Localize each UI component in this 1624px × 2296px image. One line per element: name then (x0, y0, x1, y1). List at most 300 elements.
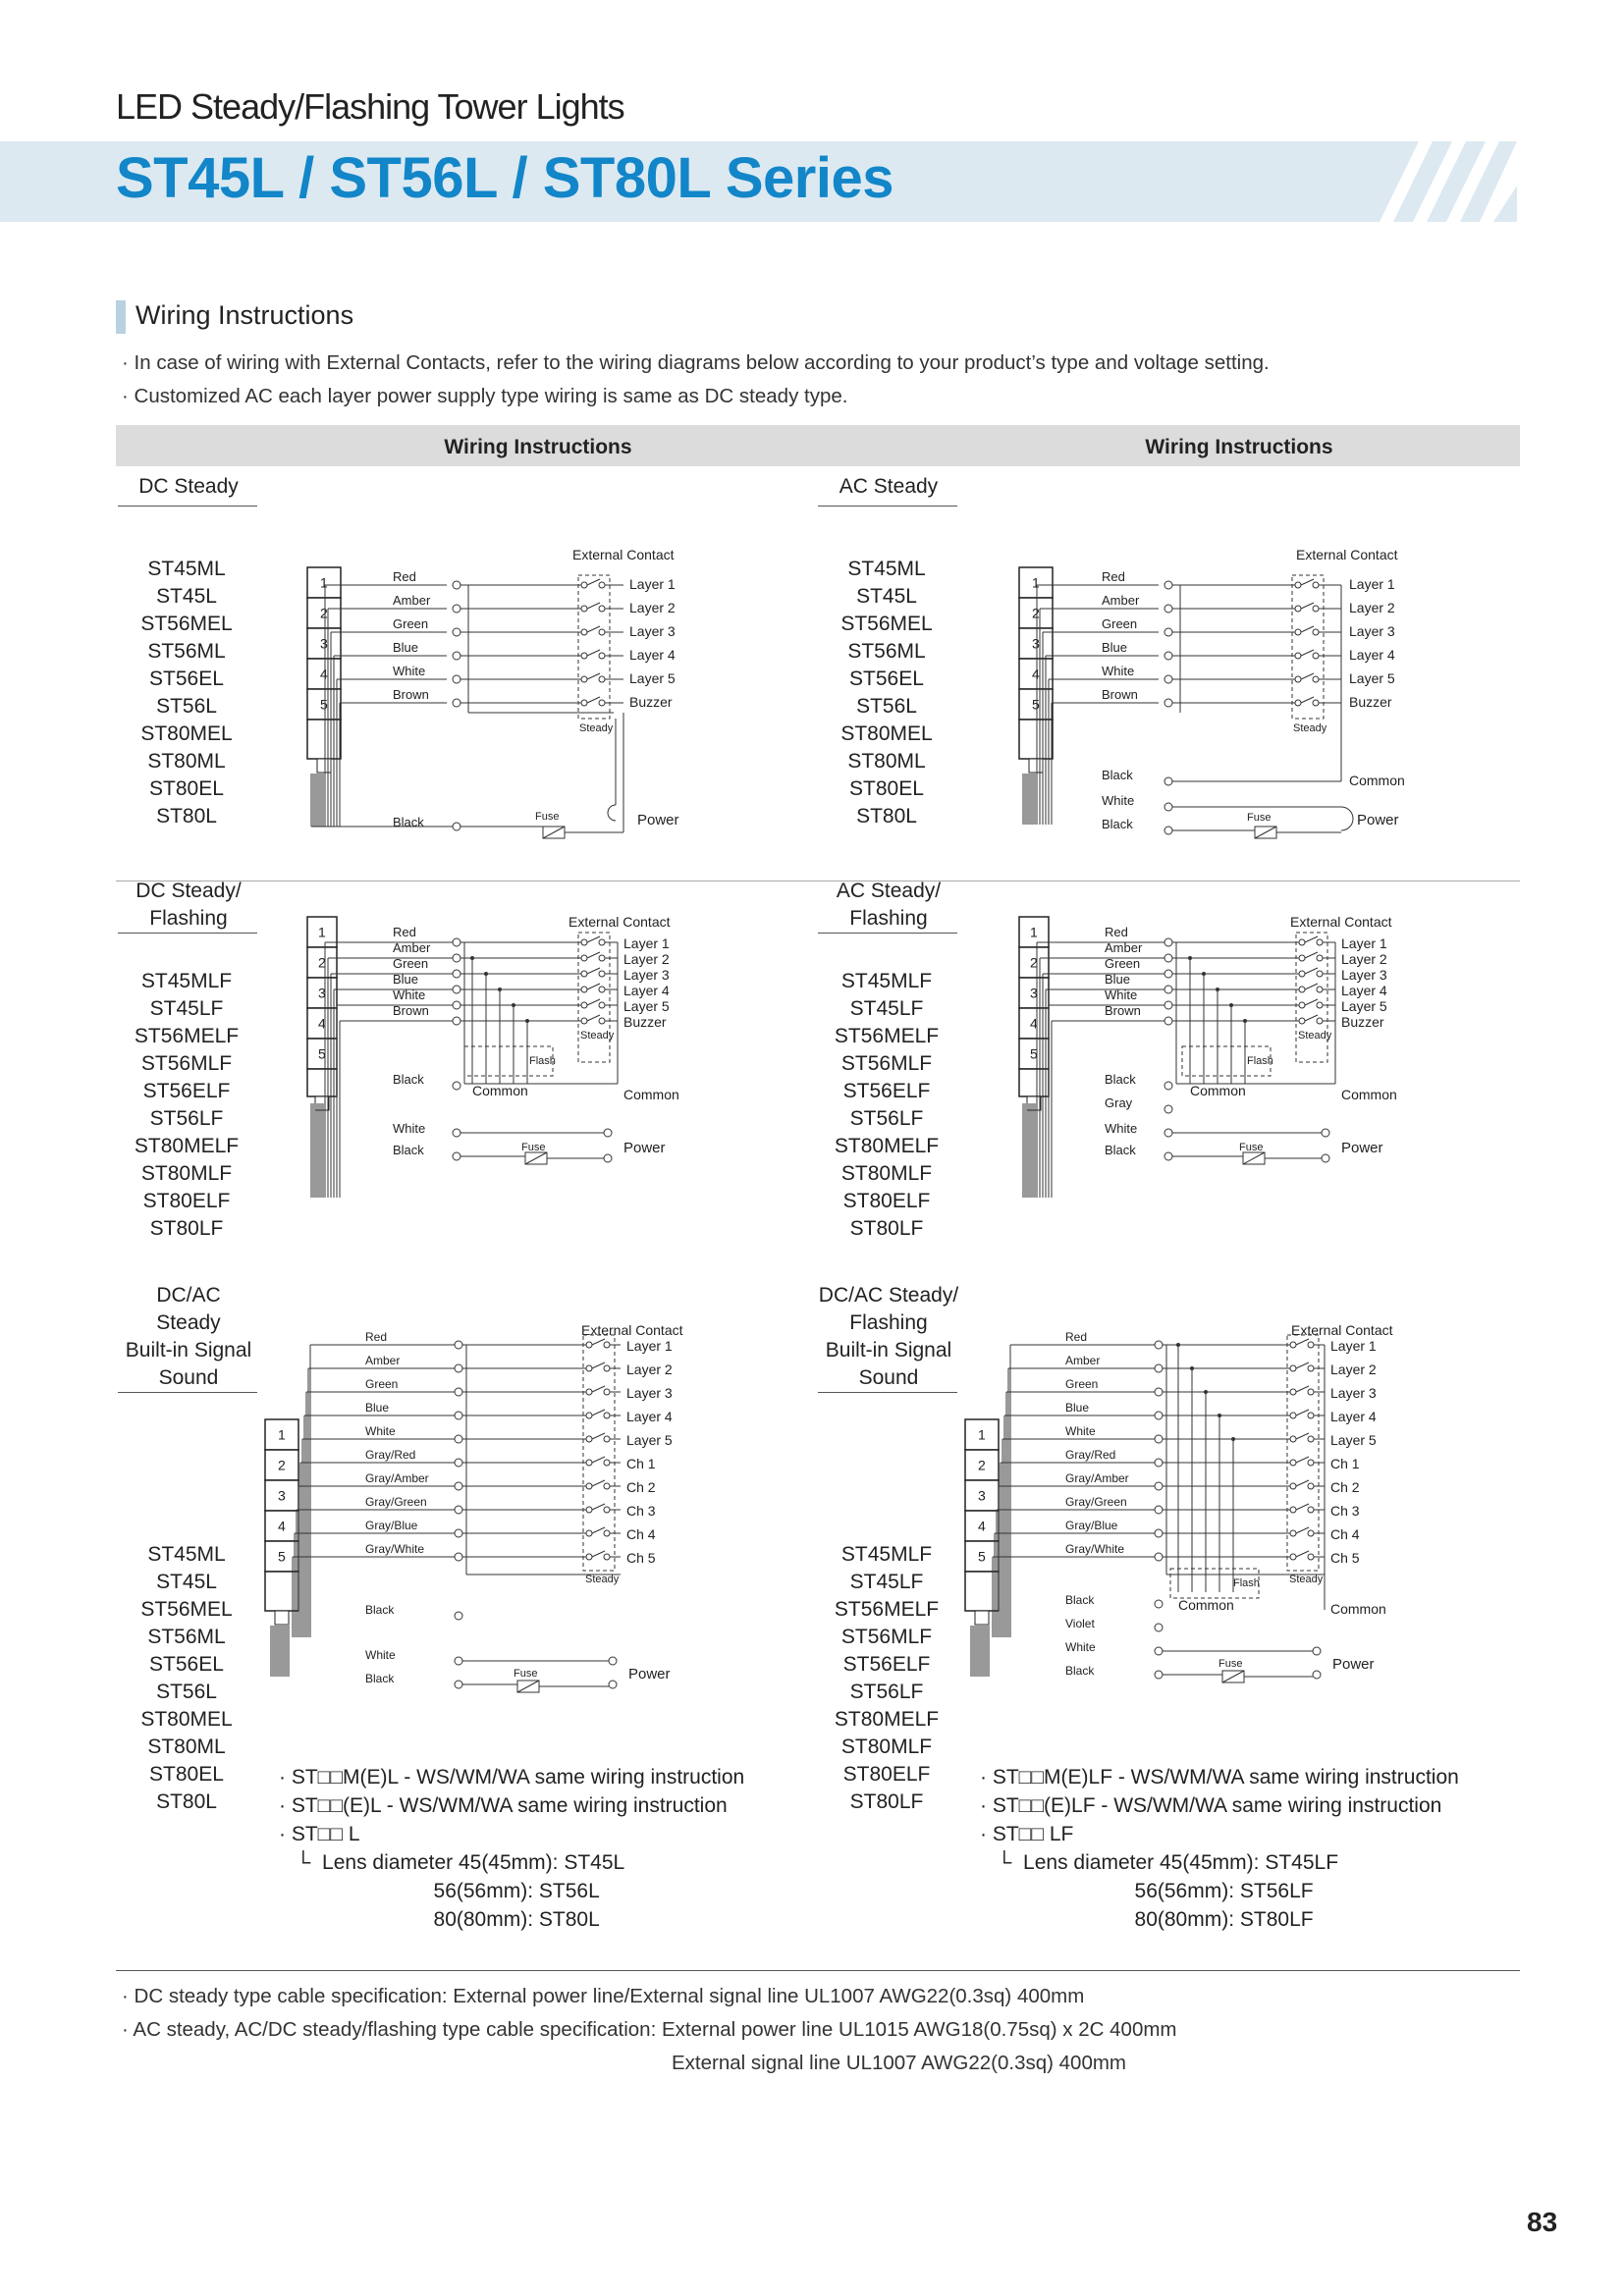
wiring-diagram-ac-steady (1011, 540, 1434, 854)
wire (1305, 952, 1318, 958)
steady-box (1296, 933, 1327, 1062)
terminal-label: Ch 1 (626, 1456, 656, 1471)
contact-node (599, 629, 605, 635)
wire-color-label: Black (1105, 1143, 1136, 1157)
row-label-ac-flash: AC Steady/ Flashing (836, 880, 942, 930)
terminal (1155, 1671, 1163, 1679)
tower-base (307, 720, 341, 759)
wire-color-label: Gray/Red (365, 1448, 416, 1462)
wire-color-label: Brown (393, 687, 429, 702)
contact-node (1299, 1018, 1305, 1024)
wire-color-label: Red (393, 925, 416, 939)
model-list: ST45MLF ST45LF ST56MELF ST56MLF ST56ELF ST56LF ST80MELF ST80MLF ST80ELF ST80LF (834, 1543, 940, 1813)
wire (1305, 1015, 1318, 1021)
footer-note-3: External signal line UL1007 AWG22(0.3sq) 400mm (672, 2052, 1127, 2074)
terminal (1164, 986, 1172, 993)
layer-number: 2 (318, 954, 326, 971)
label-underline (818, 1392, 957, 1393)
steady-label: Steady (1298, 1030, 1332, 1041)
terminal (1313, 1671, 1321, 1679)
terminal-label: Layer 4 (1330, 1409, 1377, 1424)
wire-color-label: Red (1102, 569, 1125, 584)
wire-color-label: Amber (393, 940, 431, 955)
contact-node (586, 1554, 592, 1560)
wire (1305, 984, 1318, 989)
junction-dot (525, 1019, 529, 1023)
layer-number: 2 (1032, 605, 1040, 621)
wire-color-label: Red (1105, 925, 1128, 939)
layer-number: 1 (320, 574, 328, 591)
terminal-label: Layer 5 (626, 1432, 673, 1448)
wire (1296, 1480, 1309, 1486)
contact-node (1290, 1413, 1296, 1418)
terminal-label: Layer 4 (623, 983, 670, 998)
power-terminal (608, 805, 616, 821)
wire (1301, 626, 1314, 632)
junction-dot (1204, 1390, 1208, 1394)
terminal (453, 1001, 460, 1009)
wire-color-label: Gray/Blue (365, 1519, 418, 1532)
contact-node (1295, 629, 1301, 635)
wire-color-label: Black (1065, 1593, 1095, 1607)
row-label-dcac-signal: DC/AC Steady Built-in Signal Sound (125, 1284, 252, 1389)
model-list: ST45ML ST45L ST56MEL ST56ML ST56EL ST56L ST80MEL ST80ML ST80EL ST80L (140, 558, 233, 828)
external-contact-label: External Contact (1296, 547, 1398, 562)
terminal (1155, 1600, 1163, 1608)
layer-number: 4 (1032, 666, 1040, 682)
cable-gland (275, 1611, 289, 1625)
contact-node (1317, 955, 1323, 961)
terminal (453, 652, 460, 660)
wire (587, 952, 600, 958)
wire-color-label: Violet (1065, 1617, 1095, 1630)
tower-base (1019, 1069, 1049, 1096)
terminal (1164, 954, 1172, 962)
common-label: Common (1349, 773, 1405, 788)
fuse-label: Fuse (1239, 1142, 1264, 1153)
fuse-label: Fuse (1218, 1658, 1243, 1670)
wire (587, 626, 600, 632)
terminal (455, 1412, 462, 1419)
contact-node (604, 1507, 610, 1513)
terminal-label: Layer 3 (1341, 967, 1387, 983)
contact-node (599, 955, 605, 961)
contact-node (1290, 1507, 1296, 1513)
terminal-label: Layer 2 (629, 600, 676, 615)
terminal (453, 1017, 460, 1025)
terminal (455, 1506, 462, 1514)
contact-node (581, 653, 587, 659)
contact-node (604, 1389, 610, 1395)
footer-note-1: · DC steady type cable specification: External power line/External signal line UL1007 AWG22(0.3sq) 400mm (122, 1985, 1085, 2007)
layer-number: 1 (278, 1426, 286, 1443)
terminal (1164, 803, 1172, 811)
model-code-explanation-left: · ST□□M(E)L - WS/WM/WA same wiring instruction · ST□□(E)L - WS/WM/WA same wiring instruction · ST□□ L └ Lens diameter 45(45mm): ST45L 56(56mm): ST56L 80(80mm): ST80L (279, 1766, 745, 1931)
wire-color-label: Gray/Green (1065, 1495, 1127, 1509)
wire-color-label: Green (1065, 1377, 1099, 1391)
label-underline (818, 933, 957, 934)
external-contact-label: External Contact (581, 1322, 683, 1338)
row-label-dc-steady: DC Steady (138, 475, 239, 498)
terminal (453, 675, 460, 683)
terminal-label: Layer 4 (629, 647, 676, 663)
wire-color-label: Blue (1065, 1401, 1090, 1415)
layer-number: 4 (1030, 1015, 1038, 1032)
wire (592, 1362, 605, 1368)
external-contact-label: External Contact (1290, 914, 1392, 930)
layer-number: 4 (320, 666, 328, 682)
tower-base (265, 1572, 298, 1611)
junction-dot (1216, 988, 1219, 991)
contact-node (1308, 1413, 1314, 1418)
wire-color-label: Amber (393, 593, 431, 608)
contact-node (1313, 629, 1319, 635)
wire (587, 999, 600, 1005)
wire (592, 1527, 605, 1533)
contact-node (1308, 1530, 1314, 1536)
terminal (453, 605, 460, 613)
terminal-label: Layer 4 (626, 1409, 673, 1424)
terminal (1155, 1482, 1163, 1490)
wire-color-label: White (1105, 1121, 1138, 1136)
contact-node (604, 1436, 610, 1442)
terminal (1155, 1388, 1163, 1396)
contact-node (1317, 971, 1323, 977)
contact-node (599, 582, 605, 588)
layer-number: 4 (278, 1518, 286, 1534)
terminal-label: Layer 2 (1349, 600, 1395, 615)
terminal (453, 1129, 460, 1137)
terminal-label: Layer 4 (1341, 983, 1387, 998)
layer-number: 3 (1030, 985, 1038, 1001)
terminal-label: Layer 1 (1330, 1338, 1377, 1354)
page-title: ST45L / ST56L / ST80L Series (116, 146, 893, 210)
contact-node (1317, 1018, 1323, 1024)
layer-number: 1 (318, 924, 326, 940)
wire-color-label: White (1102, 793, 1135, 808)
power-terminal (1341, 807, 1353, 830)
wire-color-label: Gray/Amber (365, 1471, 429, 1485)
steady-label: Steady (579, 722, 614, 734)
terminal (455, 1364, 462, 1372)
contact-node (581, 1018, 587, 1024)
contact-node (581, 987, 587, 992)
terminal (1164, 699, 1172, 707)
wire-color-label: Gray/Red (1065, 1448, 1116, 1462)
terminal-label: Ch 5 (626, 1550, 656, 1566)
wiring-diagram-dc-flashing (299, 901, 722, 1235)
wire (1296, 1457, 1309, 1463)
contact-node (581, 700, 587, 706)
label-underline (118, 933, 257, 934)
terminal (1155, 1647, 1163, 1655)
terminal (1164, 777, 1172, 785)
wire-color-label: Black (1105, 1072, 1136, 1087)
terminal (1155, 1506, 1163, 1514)
wire (1301, 697, 1314, 703)
wire-color-label: Black (1102, 817, 1133, 831)
terminal (1164, 605, 1172, 613)
terminal (455, 1657, 462, 1665)
contact-node (1290, 1389, 1296, 1395)
wire-color-label: Green (393, 616, 429, 631)
layer-number: 3 (978, 1487, 986, 1504)
terminal (455, 1482, 462, 1490)
wire (1296, 1433, 1309, 1439)
wire-color-label: Red (1065, 1330, 1088, 1344)
junction-dot (470, 956, 474, 960)
contact-node (1295, 653, 1301, 659)
contact-node (599, 1002, 605, 1008)
terminal (455, 1681, 462, 1688)
wire (1296, 1339, 1309, 1345)
contact-node (1313, 653, 1319, 659)
terminal (1155, 1364, 1163, 1372)
wire-color-label: Black (1102, 768, 1133, 782)
contact-node (1308, 1507, 1314, 1513)
wire-color-label: Black (365, 1603, 395, 1617)
terminal (455, 1529, 462, 1537)
terminal-label: Layer 1 (1341, 935, 1387, 951)
wire-color-label: Blue (365, 1401, 390, 1415)
terminal-label: Ch 4 (626, 1526, 656, 1542)
terminal-label: Layer 3 (1349, 623, 1395, 639)
wire (1296, 1386, 1309, 1392)
wire (587, 697, 600, 703)
terminal-label: Layer 3 (623, 967, 670, 983)
contact-node (581, 629, 587, 635)
steady-box (1292, 575, 1324, 719)
terminal (453, 970, 460, 978)
section-title: Wiring Instructions (135, 300, 354, 330)
contact-node (586, 1460, 592, 1466)
junction-dot (1243, 1019, 1247, 1023)
terminal (453, 581, 460, 589)
external-contact-label: External Contact (568, 914, 671, 930)
terminal-label: Ch 2 (626, 1479, 656, 1495)
wire (587, 673, 600, 679)
terminal-label: Layer 3 (1330, 1385, 1377, 1401)
terminal (453, 938, 460, 946)
terminal-label: Buzzer (623, 1014, 667, 1030)
wire-color-label: Blue (1102, 640, 1128, 655)
layer-number: 3 (318, 985, 326, 1001)
terminal (455, 1388, 462, 1396)
terminal-label: Layer 1 (626, 1338, 673, 1354)
power-label: Power (1341, 1140, 1383, 1156)
flash-label: Flash (1233, 1577, 1260, 1589)
contact-node (581, 939, 587, 945)
contact-node (1290, 1365, 1296, 1371)
contact-node (586, 1413, 592, 1418)
terminal (1164, 1001, 1172, 1009)
terminal-label: Layer 2 (626, 1362, 673, 1377)
terminal-label: Ch 3 (1330, 1503, 1360, 1519)
layer-number: 3 (278, 1487, 286, 1504)
contact-node (1290, 1460, 1296, 1466)
contact-node (599, 939, 605, 945)
terminal (1164, 1129, 1172, 1137)
common-label: Common (472, 1083, 528, 1098)
terminal (453, 823, 460, 830)
wire-color-label: Blue (393, 640, 419, 655)
contact-node (1317, 987, 1323, 992)
wire (1305, 936, 1318, 942)
terminal-label: Ch 1 (1330, 1456, 1360, 1471)
header-decoration (1370, 141, 1527, 222)
contact-node (1299, 971, 1305, 977)
contact-node (1313, 606, 1319, 612)
wire (592, 1551, 605, 1557)
terminal-label: Layer 1 (1349, 576, 1395, 592)
junction-dot (1231, 1437, 1235, 1441)
terminal (1313, 1647, 1321, 1655)
contact-node (599, 971, 605, 977)
contact-node (581, 971, 587, 977)
layer-number: 1 (1030, 924, 1038, 940)
terminal (1155, 1435, 1163, 1443)
model-list: ST45ML ST45L ST56MEL ST56ML ST56EL ST56L ST80MEL ST80ML ST80EL ST80L (840, 558, 933, 828)
wire-color-label: Gray/Amber (1065, 1471, 1129, 1485)
wire-color-label: Amber (1065, 1354, 1101, 1367)
power-label: Power (1357, 812, 1399, 828)
page-number: 83 (1527, 2207, 1558, 2237)
terminal-label: Ch 5 (1330, 1550, 1360, 1566)
wire (587, 579, 600, 585)
contact-node (1317, 939, 1323, 945)
contact-node (599, 606, 605, 612)
model-code-explanation-right: · ST□□M(E)LF - WS/WM/WA same wiring instruction · ST□□(E)LF - WS/WM/WA same wiring instruction · ST□□ LF └ Lens diameter 45(45mm): ST45LF 56(56mm): ST56LF 80(80mm): ST80LF (980, 1766, 1459, 1931)
wire-color-label: Brown (1105, 1003, 1141, 1018)
terminal-label: Layer 5 (629, 670, 676, 686)
junction-dot (1202, 972, 1206, 976)
terminal (1164, 581, 1172, 589)
terminal-label: Buzzer (629, 694, 673, 710)
external-contact-label: External Contact (1291, 1322, 1393, 1338)
contact-node (1313, 700, 1319, 706)
intro-note-2: · Customized AC each layer power supply type wiring is same as DC steady type. (122, 385, 848, 407)
junction-dot (484, 972, 488, 976)
fuse-label: Fuse (1247, 812, 1272, 824)
label-underline (818, 506, 957, 507)
wire (1305, 968, 1318, 974)
layer-number: 4 (318, 1015, 326, 1032)
wire-color-label: Amber (365, 1354, 401, 1367)
contact-node (599, 1018, 605, 1024)
col-header-right: Wiring Instructions (1145, 436, 1333, 458)
layer-number: 5 (978, 1548, 986, 1565)
contact-node (1308, 1460, 1314, 1466)
contact-node (1308, 1554, 1314, 1560)
wire (587, 936, 600, 942)
wire-color-label: Brown (1102, 687, 1138, 702)
terminal (453, 699, 460, 707)
terminal-label: Layer 2 (1341, 951, 1387, 967)
wire-color-label: Blue (393, 972, 419, 987)
layer-number: 2 (320, 605, 328, 621)
terminal-label: Layer 1 (629, 576, 676, 592)
terminal (1164, 938, 1172, 946)
wire (1305, 999, 1318, 1005)
contact-node (1317, 1002, 1323, 1008)
terminal-label: Layer 5 (1349, 670, 1395, 686)
wire-color-label: Gray/White (365, 1542, 425, 1556)
terminal (1164, 1152, 1172, 1160)
wire (592, 1410, 605, 1415)
contact-node (586, 1530, 592, 1536)
cable-gland (317, 759, 331, 773)
contact-node (1313, 582, 1319, 588)
wire-color-label: Gray (1105, 1095, 1133, 1110)
steady-label: Steady (580, 1030, 615, 1041)
terminal-label: Layer 2 (1330, 1362, 1377, 1377)
contact-node (1290, 1436, 1296, 1442)
wire (587, 968, 600, 974)
tower-base (965, 1572, 999, 1611)
wire (1296, 1551, 1309, 1557)
terminal (1164, 1082, 1172, 1090)
contact-node (1290, 1342, 1296, 1348)
contact-node (586, 1389, 592, 1395)
terminal (1322, 1154, 1329, 1162)
wire-color-label: Gray/Blue (1065, 1519, 1118, 1532)
wire-color-label: Gray/Green (365, 1495, 427, 1509)
cable-gland (1029, 759, 1043, 773)
contact-node (1308, 1365, 1314, 1371)
contact-node (1313, 676, 1319, 682)
layer-number: 2 (1030, 954, 1038, 971)
contact-node (1290, 1483, 1296, 1489)
contact-node (586, 1483, 592, 1489)
wire (587, 984, 600, 989)
terminal-label: Layer 5 (1341, 998, 1387, 1014)
wire-color-label: White (365, 1648, 396, 1662)
external-contact-label: External Contact (572, 547, 675, 562)
model-list: ST45MLF ST45LF ST56MELF ST56MLF ST56ELF ST56LF ST80MELF ST80MLF ST80ELF ST80LF (134, 970, 240, 1240)
wire (587, 1015, 600, 1021)
fuse-label: Fuse (521, 1142, 546, 1153)
terminal (455, 1341, 462, 1349)
contact-node (604, 1554, 610, 1560)
label-underline (118, 1392, 257, 1393)
terminal-label: Ch 3 (626, 1503, 656, 1519)
flash-label: Flash (529, 1055, 556, 1067)
contact-node (581, 1002, 587, 1008)
wiring-diagram-dc-steady (299, 540, 712, 854)
terminal (1322, 1129, 1329, 1137)
wire-color-label: White (393, 988, 426, 1002)
contact-node (581, 676, 587, 682)
layer-number: 2 (978, 1457, 986, 1473)
model-list: ST45ML ST45L ST56MEL ST56ML ST56EL ST56L ST80MEL ST80ML ST80EL ST80L (140, 1543, 233, 1813)
contact-node (604, 1342, 610, 1348)
contact-node (581, 955, 587, 961)
wire (592, 1339, 605, 1345)
layer-number: 5 (318, 1045, 326, 1062)
row-label-dc-flash: DC Steady/ Flashing (135, 880, 242, 930)
terminal (1164, 970, 1172, 978)
contact-node (1299, 939, 1305, 945)
terminal (1155, 1412, 1163, 1419)
contact-node (1295, 606, 1301, 612)
wire-color-label: White (1105, 988, 1138, 1002)
intro-note-1: · In case of wiring with External Contacts, refer to the wiring diagrams below according to your product’s type and voltage setting. (122, 351, 1270, 374)
wire-color-label: Black (393, 1072, 424, 1087)
common-label: Common (623, 1087, 679, 1102)
wire-color-label: White (393, 664, 426, 678)
terminal (455, 1612, 462, 1620)
junction-dot (512, 1003, 515, 1007)
